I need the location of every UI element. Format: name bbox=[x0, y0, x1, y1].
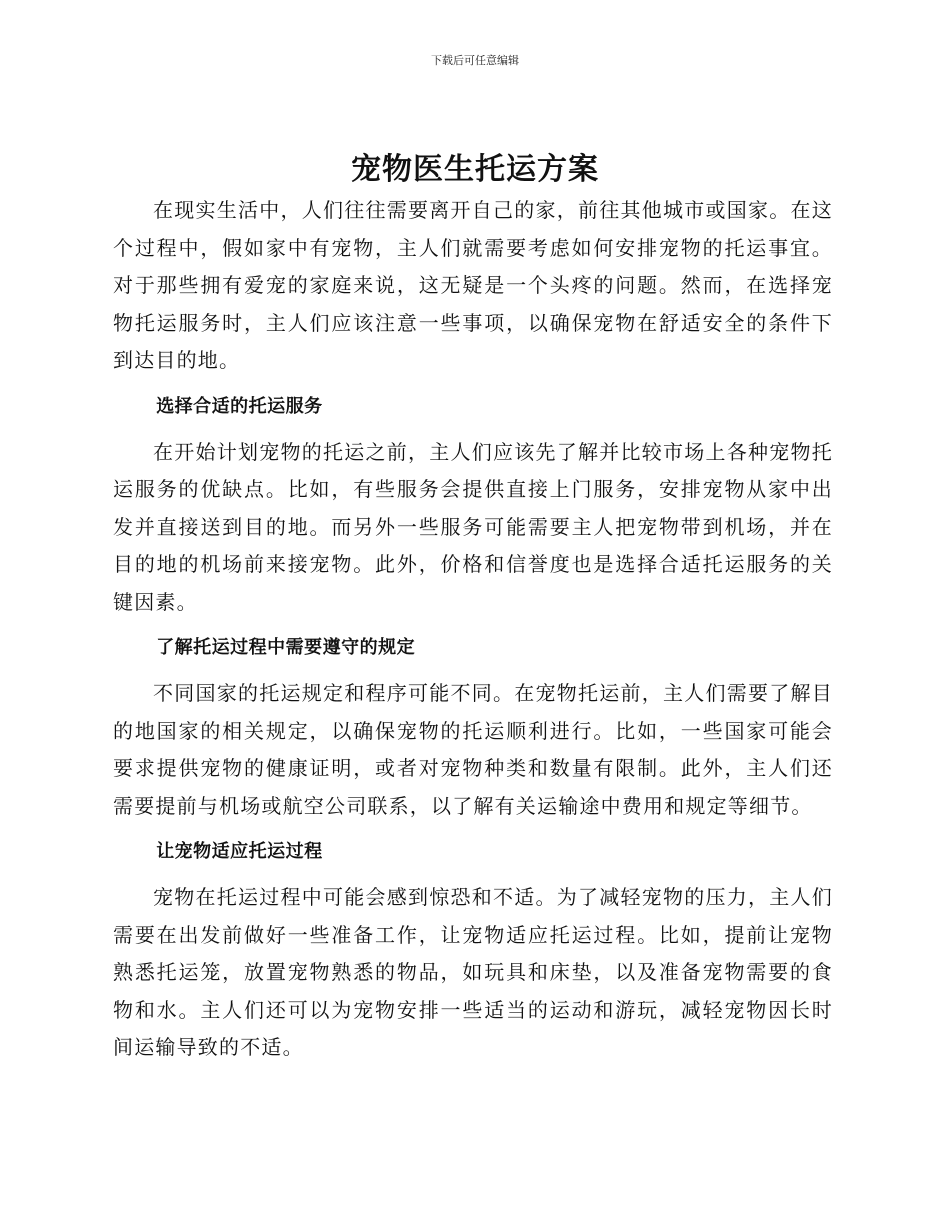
section-paragraph-adaptation: 宠物在托运过程中可能会感到惊恐和不适。为了减轻宠物的压力，主人们需要在出发前做好一些准备工作，让宠物适应托运过程。比如，提前让宠物熟悉托运笼，放置宠物熟悉的物品，如玩具和床垫，以及准备宠物需要的食物和水。主人们还可以为宠物安排一些适当的运动和游玩，减轻宠物因长时间运输导致的不适。 bbox=[113, 885, 833, 1059]
document-body bbox=[113, 192, 833, 1067]
intro-paragraph: 在现实生活中，人们往往需要离开自己的家，前往其他城市或国家。在这个过程中，假如家中有宠物，主人们就需要考虑如何安排宠物的托运事宜。对于那些拥有爱宠的家庭来说，这无疑是一个头疼的问题。然而，在选择宠物托运服务时，主人们应该注意一些事项，以确保宠物在舒适安全的条件下到达目的地。 bbox=[113, 198, 833, 372]
section-heading-adaptation: 让宠物适应托运过程 bbox=[156, 841, 323, 862]
section-heading-choose-service: 选择合适的托运服务 bbox=[156, 395, 323, 417]
document-title: 宠物医生托运方案 bbox=[351, 152, 599, 187]
section-paragraph-regulations: 不同国家的托运规定和程序可能不同。在宠物托运前，主人们需要了解目的地国家的相关规定，以确保宠物的托运顺利进行。比如，一些国家可能会要求提供宠物的健康证明，或者对宠物种类和数量有限制。此外，主人们还需要提前与机场或航空公司联系，以了解有关运输途中费用和规定等细节。 bbox=[113, 681, 833, 818]
section-paragraph-choose-service: 在开始计划宠物的托运之前，主人们应该先了解并比较市场上各种宠物托运服务的优缺点。比如，有些服务会提供直接上门服务，安排宠物从家中出发并直接送到目的地。而另外一些服务可能需要主人把宠物带到机场，并在目的地的机场前来接宠物。此外，价格和信誉度也是选择合适托运服务的关键因素。 bbox=[113, 439, 833, 614]
section-heading-regulations: 了解托运过程中需要遵守的规定 bbox=[156, 637, 416, 658]
header-note: 下载后可任意编辑 bbox=[431, 54, 519, 67]
